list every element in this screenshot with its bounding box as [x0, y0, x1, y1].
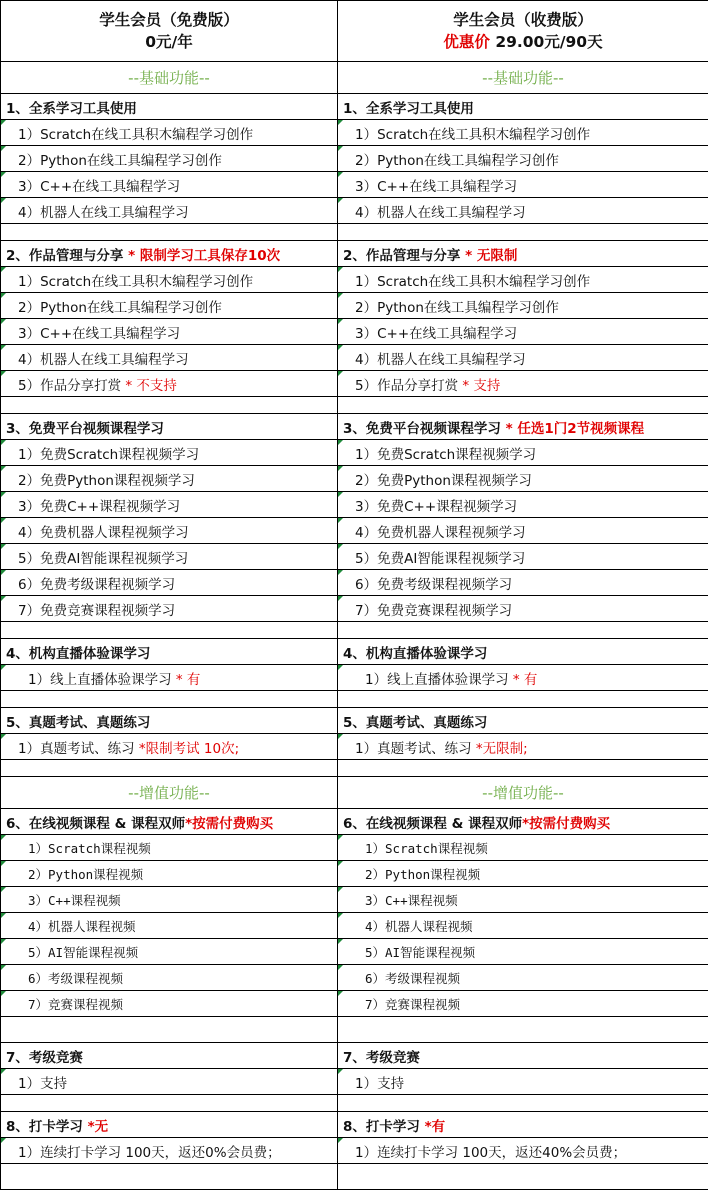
item-label: 5）作品分享打赏 — [343, 378, 458, 394]
spacer-row — [1, 622, 708, 639]
list-item — [1, 267, 708, 293]
list-item — [1, 596, 708, 622]
item-label: 3）免费C++课程视频学习 — [343, 499, 517, 515]
list-item — [1, 146, 708, 172]
category-label: 1、全系学习工具使用 — [338, 94, 708, 120]
category-row — [1, 809, 708, 835]
spacer-row — [1, 224, 708, 241]
item-label: 7）免费竞赛课程视频学习 — [343, 603, 512, 619]
item-label: 1）线上直播体验课学习 — [6, 672, 172, 688]
item-label: 6）考级课程视频 — [343, 971, 460, 986]
section-value-free: --增值功能-- — [1, 777, 338, 809]
spacer-row — [1, 760, 708, 777]
list-item — [1, 466, 708, 492]
category-label: 5、真题考试、真题练习 — [1, 708, 338, 734]
section-value-row — [1, 777, 708, 809]
item-label: 1）连续打卡学习 100天，返还0%会员费； — [6, 1145, 281, 1161]
item-label: 3）免费C++课程视频学习 — [6, 499, 180, 515]
category-label: 7、考级竞赛 — [1, 1043, 338, 1069]
item-label: 4）机器人在线工具编程学习 — [343, 205, 526, 221]
category-label: 8、打卡学习 — [6, 1119, 83, 1135]
item-note: * 有 — [172, 672, 201, 688]
category-note: *有 — [420, 1119, 445, 1135]
category-label: 5、真题考试、真题练习 — [338, 708, 708, 734]
item-label: 7）竞赛课程视频 — [343, 997, 460, 1012]
item-label: 7）免费竞赛课程视频学习 — [6, 603, 175, 619]
item-label: 2）Python在线工具编程学习创作 — [6, 300, 222, 316]
category-label: 4、机构直播体验课学习 — [338, 639, 708, 665]
list-item — [1, 734, 708, 760]
item-label: 1）真题考试、练习 — [6, 741, 135, 757]
item-label: 6）免费考级课程视频学习 — [343, 577, 512, 593]
item-note: *限制考试 10次; — [135, 741, 240, 757]
list-item — [1, 570, 708, 596]
category-label: 2、作品管理与分享 — [343, 248, 460, 264]
item-label: 1）免费Scratch课程视频学习 — [343, 447, 536, 463]
list-item — [1, 319, 708, 345]
category-label: 3、免费平台视频课程学习 — [6, 421, 164, 437]
category-row — [1, 414, 708, 440]
item-label: 4）机器人课程视频 — [343, 919, 473, 934]
spacer-row — [1, 1017, 708, 1043]
section-basic-row — [1, 62, 708, 94]
category-row — [1, 241, 708, 267]
category-note: * 无限制 — [460, 248, 517, 264]
item-label: 2）Python课程视频 — [6, 867, 143, 882]
list-item — [1, 861, 708, 887]
section-basic-paid: --基础功能-- — [338, 62, 708, 94]
list-item — [1, 492, 708, 518]
paid-plan-title: 学生会员（收费版） — [338, 9, 708, 31]
item-label: 1）Scratch课程视频 — [343, 841, 488, 856]
category-note: *按需付费购买 — [185, 816, 273, 832]
item-label: 5）免费AI智能课程视频学习 — [343, 551, 525, 567]
section-basic-free: --基础功能-- — [1, 62, 338, 94]
item-label: 6）考级课程视频 — [6, 971, 123, 986]
list-item — [1, 198, 708, 224]
item-label: 4）机器人在线工具编程学习 — [6, 205, 189, 221]
list-item — [1, 965, 708, 991]
category-label: 8、打卡学习 — [343, 1119, 420, 1135]
list-item — [1, 665, 708, 691]
section-value-paid: --增值功能-- — [338, 777, 708, 809]
category-note: *按需付费购买 — [522, 816, 610, 832]
category-label: 2、作品管理与分享 — [6, 248, 123, 264]
spacer-row — [1, 1164, 708, 1190]
category-row — [1, 1112, 708, 1138]
item-label: 2）免费Python课程视频学习 — [6, 473, 195, 489]
item-label: 3）C++在线工具编程学习 — [343, 326, 517, 342]
spacer-row — [1, 1095, 708, 1112]
item-label: 1）Scratch课程视频 — [6, 841, 151, 856]
category-row — [1, 94, 708, 120]
list-item — [1, 440, 708, 466]
item-label: 5）免费AI智能课程视频学习 — [6, 551, 188, 567]
item-label: 1）真题考试、练习 — [343, 741, 472, 757]
header-row — [1, 1, 708, 62]
item-note: * 有 — [509, 672, 538, 688]
item-label: 1）Scratch在线工具积木编程学习创作 — [343, 274, 590, 290]
item-label: 5）作品分享打赏 — [6, 378, 121, 394]
item-note: * 支持 — [458, 378, 500, 394]
list-item — [1, 120, 708, 146]
list-item — [1, 887, 708, 913]
list-item — [1, 1138, 708, 1164]
category-label: 3、免费平台视频课程学习 — [343, 421, 501, 437]
item-note: * 不支持 — [121, 378, 177, 394]
item-label: 1）Scratch在线工具积木编程学习创作 — [343, 127, 590, 143]
item-note: *无限制; — [472, 741, 528, 757]
list-item — [1, 939, 708, 965]
list-item — [1, 172, 708, 198]
item-label: 6）免费考级课程视频学习 — [6, 577, 175, 593]
item-label: 4）免费机器人课程视频学习 — [6, 525, 189, 541]
item-label: 2）Python在线工具编程学习创作 — [343, 300, 559, 316]
item-label: 3）C++课程视频 — [6, 893, 121, 908]
item-label: 1）连续打卡学习 100天，返还40%会员费； — [343, 1145, 626, 1161]
list-item — [1, 544, 708, 570]
item-label: 3）C++在线工具编程学习 — [6, 326, 180, 342]
paid-plan-price: 29.00元/90天 — [490, 33, 603, 51]
list-item — [1, 518, 708, 544]
item-label: 3）C++在线工具编程学习 — [343, 179, 517, 195]
list-item — [1, 293, 708, 319]
item-label: 3）C++在线工具编程学习 — [6, 179, 180, 195]
category-label: 4、机构直播体验课学习 — [1, 639, 338, 665]
item-label: 2）Python课程视频 — [343, 867, 480, 882]
list-item — [1, 345, 708, 371]
list-item — [1, 1069, 708, 1095]
item-label: 1）支持 — [6, 1076, 67, 1092]
category-row — [1, 708, 708, 734]
item-label: 1）支持 — [343, 1076, 404, 1092]
list-item — [1, 835, 708, 861]
category-label: 6、在线视频课程 & 课程双师 — [343, 816, 522, 832]
list-item — [1, 371, 708, 397]
list-item — [1, 991, 708, 1017]
item-label: 1）线上直播体验课学习 — [343, 672, 509, 688]
item-label: 3）C++课程视频 — [343, 893, 458, 908]
item-label: 1）Scratch在线工具积木编程学习创作 — [6, 127, 253, 143]
item-label: 7）竞赛课程视频 — [6, 997, 123, 1012]
paid-plan-header — [338, 1, 708, 62]
item-label: 4）机器人课程视频 — [6, 919, 136, 934]
category-row — [1, 1043, 708, 1069]
item-label: 2）免费Python课程视频学习 — [343, 473, 532, 489]
item-label: 1）Scratch在线工具积木编程学习创作 — [6, 274, 253, 290]
item-label: 5）AI智能课程视频 — [343, 945, 475, 960]
item-label: 2）Python在线工具编程学习创作 — [343, 153, 559, 169]
item-label: 2）Python在线工具编程学习创作 — [6, 153, 222, 169]
item-label: 1）免费Scratch课程视频学习 — [6, 447, 199, 463]
category-row — [1, 639, 708, 665]
list-item — [1, 913, 708, 939]
spacer-row — [1, 397, 708, 414]
item-label: 4）机器人在线工具编程学习 — [343, 352, 526, 368]
free-plan-title: 学生会员（免费版） — [1, 9, 337, 31]
category-note: *无 — [83, 1119, 108, 1135]
item-label: 4）免费机器人课程视频学习 — [343, 525, 526, 541]
spacer-row — [1, 691, 708, 708]
category-note: * 任选1门2节视频课程 — [501, 421, 644, 437]
free-plan-header — [1, 1, 338, 62]
category-label: 7、考级竞赛 — [338, 1043, 708, 1069]
free-plan-price: 0元/年 — [1, 31, 337, 53]
item-label: 4）机器人在线工具编程学习 — [6, 352, 189, 368]
category-note: * 限制学习工具保存10次 — [123, 248, 280, 264]
item-label: 5）AI智能课程视频 — [6, 945, 138, 960]
category-label: 6、在线视频课程 & 课程双师 — [6, 816, 185, 832]
category-label: 1、全系学习工具使用 — [1, 94, 338, 120]
paid-plan-promo: 优惠价 — [443, 33, 490, 51]
